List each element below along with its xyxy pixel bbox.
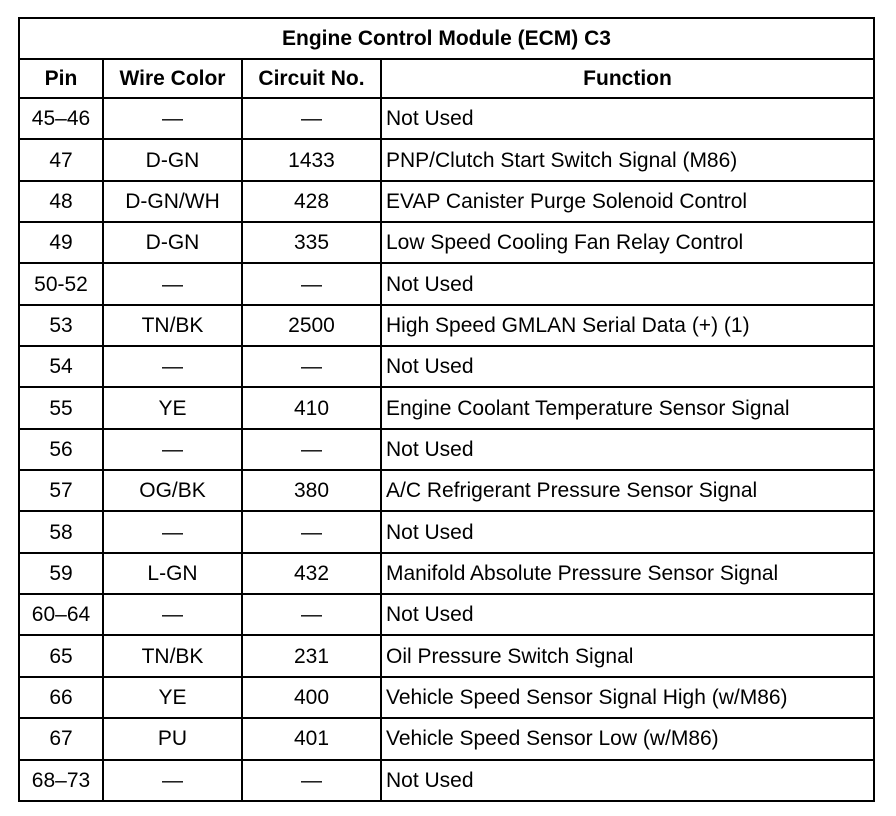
pin-cell: 56 (20, 429, 103, 470)
wire-color-cell: — (103, 263, 242, 304)
circuit-cell: — (242, 511, 381, 552)
circuit-cell: — (242, 594, 381, 635)
pin-cell: 58 (20, 511, 103, 552)
pin-cell: 57 (20, 470, 103, 511)
circuit-cell: 400 (242, 677, 381, 718)
pin-cell: 47 (20, 139, 103, 180)
function-cell: EVAP Canister Purge Solenoid Control (381, 181, 873, 222)
function-cell: Vehicle Speed Sensor Signal High (w/M86) (381, 677, 873, 718)
pin-cell: 55 (20, 387, 103, 428)
circuit-cell: 380 (242, 470, 381, 511)
circuit-cell: 2500 (242, 305, 381, 346)
column-header-row (20, 59, 873, 98)
table-row (20, 511, 873, 552)
wire-color-cell: OG/BK (103, 470, 242, 511)
wire-color-cell: D-GN/WH (103, 181, 242, 222)
function-cell: Low Speed Cooling Fan Relay Control (381, 222, 873, 263)
table-row (20, 553, 873, 594)
circuit-cell: 410 (242, 387, 381, 428)
ecm-c3-table (20, 19, 873, 800)
circuit-cell: — (242, 263, 381, 304)
table-title-row (20, 19, 873, 59)
pin-cell: 59 (20, 553, 103, 594)
function-cell: Not Used (381, 346, 873, 387)
function-cell: PNP/Clutch Start Switch Signal (M86) (381, 139, 873, 180)
circuit-cell: — (242, 98, 381, 139)
wire-color-cell: — (103, 511, 242, 552)
pin-cell: 50-52 (20, 263, 103, 304)
pin-cell: 49 (20, 222, 103, 263)
pin-cell: 45–46 (20, 98, 103, 139)
wire-color-cell: — (103, 429, 242, 470)
function-cell: Not Used (381, 98, 873, 139)
wire-color-cell: — (103, 594, 242, 635)
pin-cell: 65 (20, 635, 103, 676)
header-wire-color: Wire Color (103, 59, 242, 98)
circuit-cell: — (242, 429, 381, 470)
wire-color-cell: YE (103, 677, 242, 718)
wire-color-cell: — (103, 346, 242, 387)
connector-pinout-table (18, 17, 875, 802)
function-cell: Not Used (381, 760, 873, 801)
function-cell: Engine Coolant Temperature Sensor Signal (381, 387, 873, 428)
table-row (20, 635, 873, 676)
circuit-cell: 231 (242, 635, 381, 676)
header-function: Function (381, 59, 873, 98)
circuit-cell: — (242, 760, 381, 801)
table-row (20, 677, 873, 718)
table-row (20, 346, 873, 387)
function-cell: Not Used (381, 594, 873, 635)
pin-cell: 60–64 (20, 594, 103, 635)
circuit-cell: 428 (242, 181, 381, 222)
function-cell: Not Used (381, 263, 873, 304)
function-cell: A/C Refrigerant Pressure Sensor Signal (381, 470, 873, 511)
table-row (20, 470, 873, 511)
wire-color-cell: D-GN (103, 222, 242, 263)
pin-cell: 68–73 (20, 760, 103, 801)
circuit-cell: — (242, 346, 381, 387)
wire-color-cell: YE (103, 387, 242, 428)
function-cell: Not Used (381, 511, 873, 552)
function-cell: Vehicle Speed Sensor Low (w/M86) (381, 718, 873, 759)
wire-color-cell: TN/BK (103, 635, 242, 676)
header-pin: Pin (20, 59, 103, 98)
table-row (20, 387, 873, 428)
table-title: Engine Control Module (ECM) C3 (20, 19, 873, 59)
table-row (20, 760, 873, 801)
table-row (20, 263, 873, 304)
table-row (20, 181, 873, 222)
header-circuit-no: Circuit No. (242, 59, 381, 98)
wire-color-cell: — (103, 760, 242, 801)
wire-color-cell: L-GN (103, 553, 242, 594)
table-row (20, 594, 873, 635)
function-cell: Manifold Absolute Pressure Sensor Signal (381, 553, 873, 594)
function-cell: Not Used (381, 429, 873, 470)
table-row (20, 718, 873, 759)
circuit-cell: 432 (242, 553, 381, 594)
pin-cell: 67 (20, 718, 103, 759)
table-row (20, 139, 873, 180)
pin-cell: 48 (20, 181, 103, 222)
table-row (20, 222, 873, 263)
wire-color-cell: PU (103, 718, 242, 759)
pin-cell: 66 (20, 677, 103, 718)
function-cell: High Speed GMLAN Serial Data (+) (1) (381, 305, 873, 346)
function-cell: Oil Pressure Switch Signal (381, 635, 873, 676)
wire-color-cell: — (103, 98, 242, 139)
circuit-cell: 335 (242, 222, 381, 263)
table-row (20, 429, 873, 470)
pin-cell: 54 (20, 346, 103, 387)
pin-cell: 53 (20, 305, 103, 346)
circuit-cell: 401 (242, 718, 381, 759)
table-row (20, 98, 873, 139)
wire-color-cell: TN/BK (103, 305, 242, 346)
table-row (20, 305, 873, 346)
wire-color-cell: D-GN (103, 139, 242, 180)
circuit-cell: 1433 (242, 139, 381, 180)
